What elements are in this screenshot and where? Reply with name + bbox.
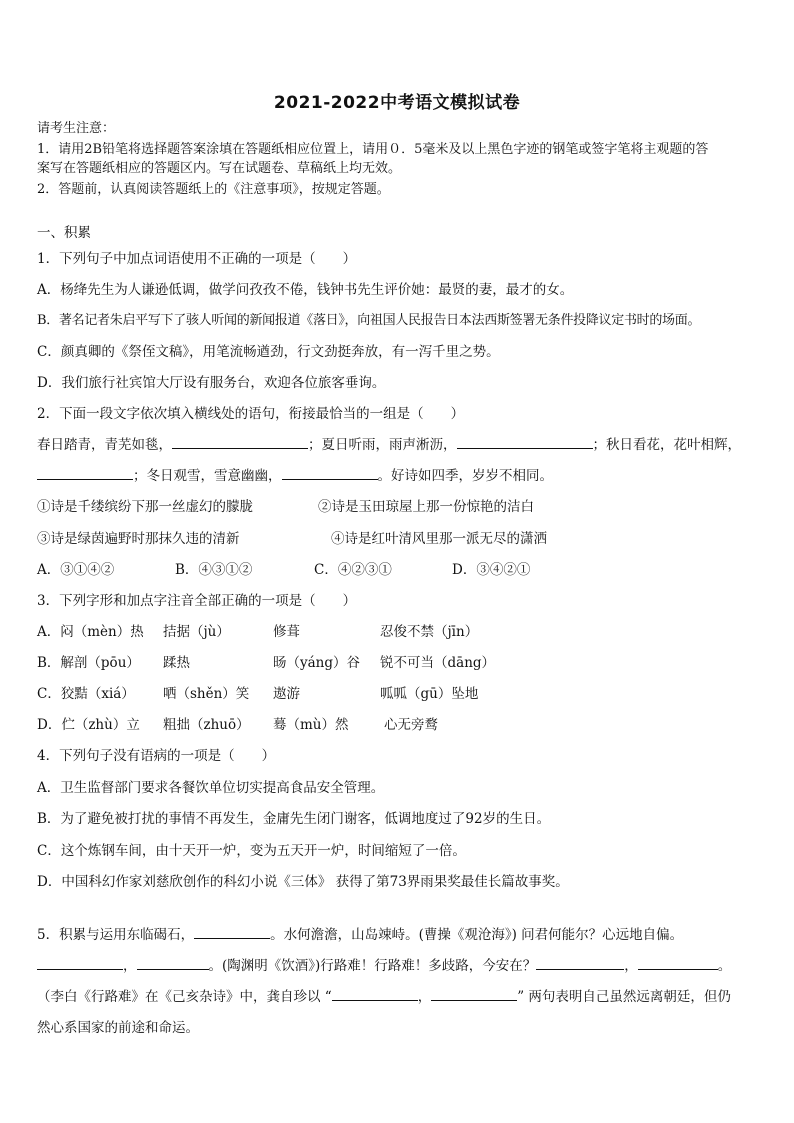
option-item: 拮据（jù） [163, 624, 230, 640]
answer-blank[interactable] [638, 957, 718, 970]
answer-blank[interactable] [194, 926, 270, 939]
option-d: D．③④②① [452, 562, 531, 578]
question-text: 。 [717, 958, 732, 974]
question-stem: 3．下列字形和加点字注音全部正确的一项是（ ） [37, 593, 357, 609]
question-line [37, 957, 760, 975]
option-a: A．卫生监督部门要求各餐饮单位切实提高食品安全管理。 [37, 780, 385, 796]
question-text: ， [417, 989, 432, 1005]
question-text: ， [624, 958, 638, 974]
answer-blank[interactable] [282, 467, 378, 480]
answer-blank[interactable] [457, 436, 593, 449]
option-a [37, 623, 760, 641]
option-item: 呱呱（gū）坠地 [380, 686, 479, 702]
option-b: B．④③①② [175, 562, 253, 578]
question-stem: 4．下列句子没有语病的一项是（ ） [37, 748, 276, 764]
option-b [37, 654, 760, 672]
sentence-row [37, 498, 760, 516]
option-item: 蹂热 [163, 655, 190, 671]
question-text: ， [123, 958, 137, 974]
question-text: 。(陶渊明《饮酒》)行路难！行路难！多歧路，今安在？ [208, 958, 537, 974]
option-row [37, 561, 760, 579]
answer-blank[interactable] [37, 467, 133, 480]
option-item: 哂（shěn）笑 [163, 686, 250, 702]
question-line [37, 988, 760, 1006]
question-text: 。水何澹澹，山岛竦峙。(曹操《观沧海》) 问君何能尔？心远地自偏。 [270, 927, 684, 943]
passage-text: 。好诗如四季，岁岁不相同。 [377, 468, 553, 484]
page-title: 2021-2022中考语文模拟试卷 [273, 93, 521, 113]
passage-line [37, 436, 760, 454]
sentence-4: ④诗是红叶清风里那一派无尽的潇洒 [331, 531, 547, 547]
answer-blank[interactable] [37, 957, 123, 970]
option-item: 锐不可当（dāng） [380, 655, 496, 671]
option-item: B．解剖（pōu） [37, 655, 140, 671]
option-b: B．著名记者朱启平写下了骇人听闻的新闻报道《落日》，向祖国人民报告日本法西斯签署无条件投降议定书时的场面。 [37, 313, 701, 328]
option-d: D．中国科幻作家刘慈欣创作的科幻小说《三体》 获得了第73界雨果奖最佳长篇故事奖。 [37, 874, 569, 890]
option-item: 粗拙（zhuō） [163, 717, 250, 733]
option-a: A．③①④② [37, 562, 115, 578]
option-item: C．狡黠（xiá） [37, 686, 135, 702]
option-c: C．④②③① [314, 562, 392, 578]
option-item: 蓦（mù）然 [273, 717, 349, 733]
option-c: C．颜真卿的《祭侄文稿》，用笔流畅遒劲，行文劲挺奔放，有一泻千里之势。 [37, 344, 500, 360]
option-item: 忍俊不禁（jīn） [380, 624, 479, 640]
question-stem: 1．下列句子中加点词语使用不正确的一项是（ ） [37, 251, 357, 267]
option-item: 旸（yáng）谷 [273, 655, 361, 671]
option-item: D．伫（zhù）立 [37, 717, 140, 733]
sentence-3: ③诗是绿茵遍野时那抹久违的清新 [37, 531, 240, 547]
notice-line: 2．答题前，认真阅读答题纸上的《注意事项》，按规定答题。 [37, 182, 390, 197]
sentence-row [37, 530, 760, 548]
notice-line: 案写在答题纸相应的答题区内。写在试题卷、草稿纸上均无效。 [37, 161, 402, 176]
passage-text: ；夏日听雨，雨声淅沥， [308, 437, 457, 453]
notice-line: 1．请用2B铅笔将选择题答案涂填在答题纸相应位置上，请用０．5毫米及以上黑色字迹的钢笔或签字笔将主观题的答 [37, 142, 709, 157]
passage-text: 春日踏青，青芜如毯， [37, 437, 172, 453]
option-c [37, 685, 760, 703]
section-heading: 一、积累 [37, 225, 91, 241]
passage-text: ；秋日看花，花叶相辉， [592, 437, 741, 453]
answer-blank[interactable] [332, 988, 418, 1001]
question-line [37, 926, 760, 944]
question-text: ” 两句表明自己虽然远离朝廷，但仍 [517, 989, 731, 1005]
answer-blank[interactable] [431, 988, 517, 1001]
question-line: 然心系国家的前途和命运。 [37, 1020, 199, 1036]
option-b: B．为了避免被打扰的事情不再发生，金庸先生闭门谢客，低调地度过了92岁的生日。 [37, 811, 551, 827]
option-item: 心无旁鹜 [384, 717, 438, 733]
passage-line [37, 467, 760, 485]
question-text: 5．积累与运用东临碣石， [37, 927, 195, 943]
answer-blank[interactable] [172, 436, 308, 449]
option-item: 修葺 [273, 624, 300, 640]
option-item: A．闷（mèn）热 [37, 624, 144, 640]
notice-heading: 请考生注意： [37, 121, 116, 136]
option-d: D．我们旅行社宾馆大厅设有服务台，欢迎各位旅客垂询。 [37, 375, 386, 391]
passage-text: ；冬日观雪，雪意幽幽， [133, 468, 282, 484]
option-item: 遨游 [273, 686, 300, 702]
option-a: A．杨绛先生为人谦逊低调，做学问孜孜不倦，钱钟书先生评价她：最贤的妻，最才的女。 [37, 282, 574, 298]
answer-blank[interactable] [536, 957, 624, 970]
question-stem: 2．下面一段文字依次填入横线处的语句，衔接最恰当的一组是（ ） [37, 406, 465, 422]
answer-blank[interactable] [137, 957, 209, 970]
sentence-2: ②诗是玉田琼屋上那一份惊艳的洁白 [318, 499, 534, 515]
option-d [37, 716, 760, 734]
sentence-1: ①诗是千缕缤纷下那一丝虚幻的朦胧 [37, 499, 253, 515]
question-text: （李白《行路难》在《己亥杂诗》中，龚自珍以 “ [37, 989, 332, 1005]
option-c: C．这个炼钢车间，由十天开一炉，变为五天开一炉，时间缩短了一倍。 [37, 843, 466, 859]
